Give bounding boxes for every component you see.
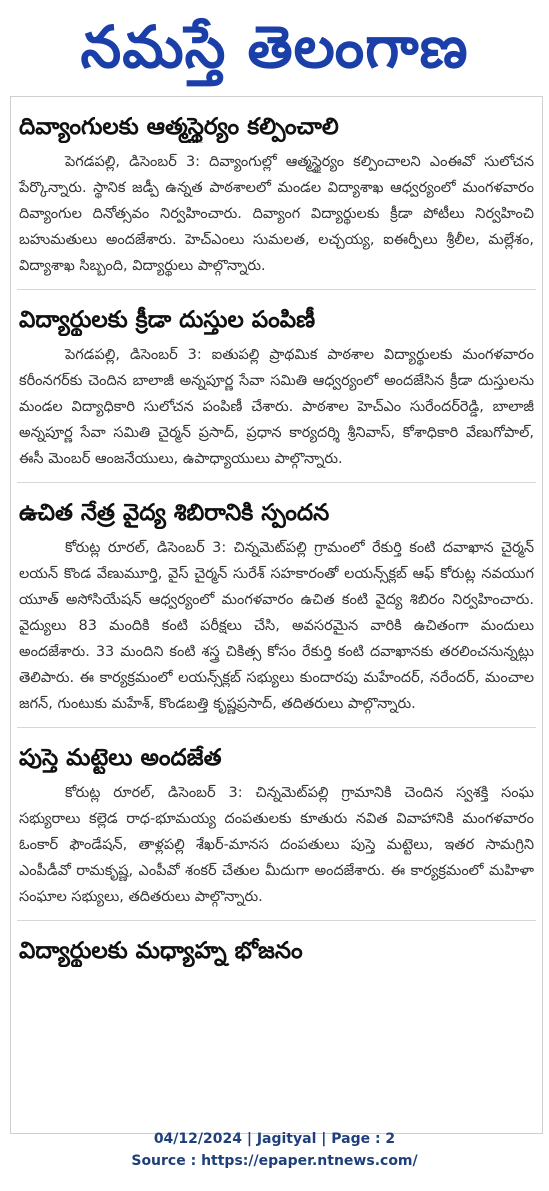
article-headline: దివ్యాంగులకు ఆత్మస్థైర్యం కల్పించాలి	[19, 114, 339, 140]
source-link[interactable]: Source : https://epaper.ntnews.com/	[131, 1153, 418, 1169]
article-5	[11, 935, 542, 967]
article-divider	[17, 482, 536, 483]
page-footer	[0, 1128, 549, 1172]
article-body: కోరుట్ల రూరల్, డిసెంబర్ 3: చిన్నమెట్‌పల్లి గ్రామంలో రేకుర్తి కంటి దవాఖాన చైర్మన్ లయన్ కొండ వేణుమూర్తి, వైస్ చైర్మన్ సురేశ్ సహకారంతో లయన్స్‌క్లబ్ ఆఫ్ కోరుట్ల నవయుగ యూత్ అసోసియేషన్ ఆధ్వర్యంలో మంగళవారం ఉచిత కంటి వైద్య శిబిరం నిర్వహించారు. వైద్యులు 83 మందికి కంటి పరీక్షలు చేసి, అవసరమైన వారికి ఉచితంగా మందులు అందజేశారు. 33 మందిని కంటి శస్త్ర చికిత్స కోసం రేకుర్తి కంటి దవాఖానకు తరలించనున్నట్లు తెలిపారు. ఈ కార్యక్రమంలో లయన్స్‌క్లబ్ సభ్యులు కుందారపు మహేందర్, నరేందర్, మంచాల జగన్, గుంటుకు మహేశ్, కొండబత్తి కృష్ణప్రసాద్, తదితరులు పాల్గొన్నారు.	[19, 540, 534, 712]
article-divider	[17, 920, 536, 921]
article-body: పెగడపల్లి, డిసెంబర్ 3: దివ్యాంగుల్లో ఆత్మస్థైర్యం కల్పించాలని ఎంఈవో సులోచన పేర్కొన్నారు. స్థానిక జడ్పీ ఉన్నత పాఠశాలలో మండల విద్యాశాఖ ఆధ్వర్యంలో మంగళవారం దివ్యాంగుల దినోత్సవం నిర్వహించారు. దివ్యాంగ విద్యార్థులకు క్రీడా పోటీలు నిర్వహించి బహుమతులు అందజేశారు. హెచ్‌ఎంలు సుమలత, లచ్చయ్య, ఐఈర్పీలు శ్రీలీల, మల్లేశం, విద్యాశాఖ సిబ్బంది, విద్యార్థులు పాల్గొన్నారు.	[19, 154, 534, 274]
article-headline: విద్యార్థులకు మధ్యాహ్న భోజనం	[19, 938, 303, 964]
article-headline: పుస్తె మట్టెలు అందజేత	[19, 745, 222, 771]
article-headline: విద్యార్థులకు క్రీడా దుస్తుల పంపిణీ	[19, 307, 316, 333]
masthead	[0, 0, 549, 96]
article-4	[11, 742, 542, 921]
article-divider	[17, 727, 536, 728]
article-2	[11, 304, 542, 483]
article-3	[11, 497, 542, 728]
newspaper-clipping	[10, 96, 543, 1134]
article-body: కోరుట్ల రూరల్, డిసెంబర్ 3: చిన్నమెట్‌పల్లి గ్రామానికి చెందిన స్వశక్తి సంఘ సభ్యురాలు కల్లెడ రాధ-భూమయ్య దంపతులకు కూతురు నవిత వివాహానికి మంగళవారం ఓంకార్ ఫౌండేషన్, తాళ్లపల్లి శేఖర్-మానస దంపతులు పుస్తె మట్టెలు, ఇతర సామగ్రిని ఎంపీడీవో రామకృష్ణ, ఎంపీవో శంకర్ చేతుల మీదుగా అందజేశారు. ఈ కార్యక్రమంలో మహిళా సంఘాల సభ్యులు, తదితరులు పాల్గొన్నారు.	[19, 785, 534, 905]
article-body: పెగడపల్లి, డిసెంబర్ 3: ఐతుపల్లి ప్రాథమిక పాఠశాల విద్యార్థులకు మంగళవారం కరీంనగర్‌కు చెందిన బాలాజీ అన్నపూర్ణ సేవా సమితి ఆధ్వర్యంలో అందజేసిన క్రీడా దుస్తులను మండల విద్యాధికారి సులోచన పంపిణీ చేశారు. పాఠశాల హెచ్‌ఎం సురేందర్‌రెడ్డి, బాలాజీ అన్నపూర్ణ సేవా సమితి చైర్మన్ ప్రసాద్, ప్రధాన కార్యదర్శి శ్రీనివాస్, కోశాధికారి వేణుగోపాల్, ఈసీ మెంబర్ ఆంజనేయులు, ఉపాధ్యాయులు పాల్గొన్నారు.	[19, 347, 534, 467]
article-1	[11, 111, 542, 290]
edition-dateline: 04/12/2024 | Jagityal | Page : 2	[153, 1131, 396, 1147]
newspaper-title: నమస్తే తెలంగాణ	[80, 13, 469, 81]
article-headline: ఉచిత నేత్ర వైద్య శిబిరానికి స్పందన	[19, 500, 330, 526]
article-divider	[17, 289, 536, 290]
